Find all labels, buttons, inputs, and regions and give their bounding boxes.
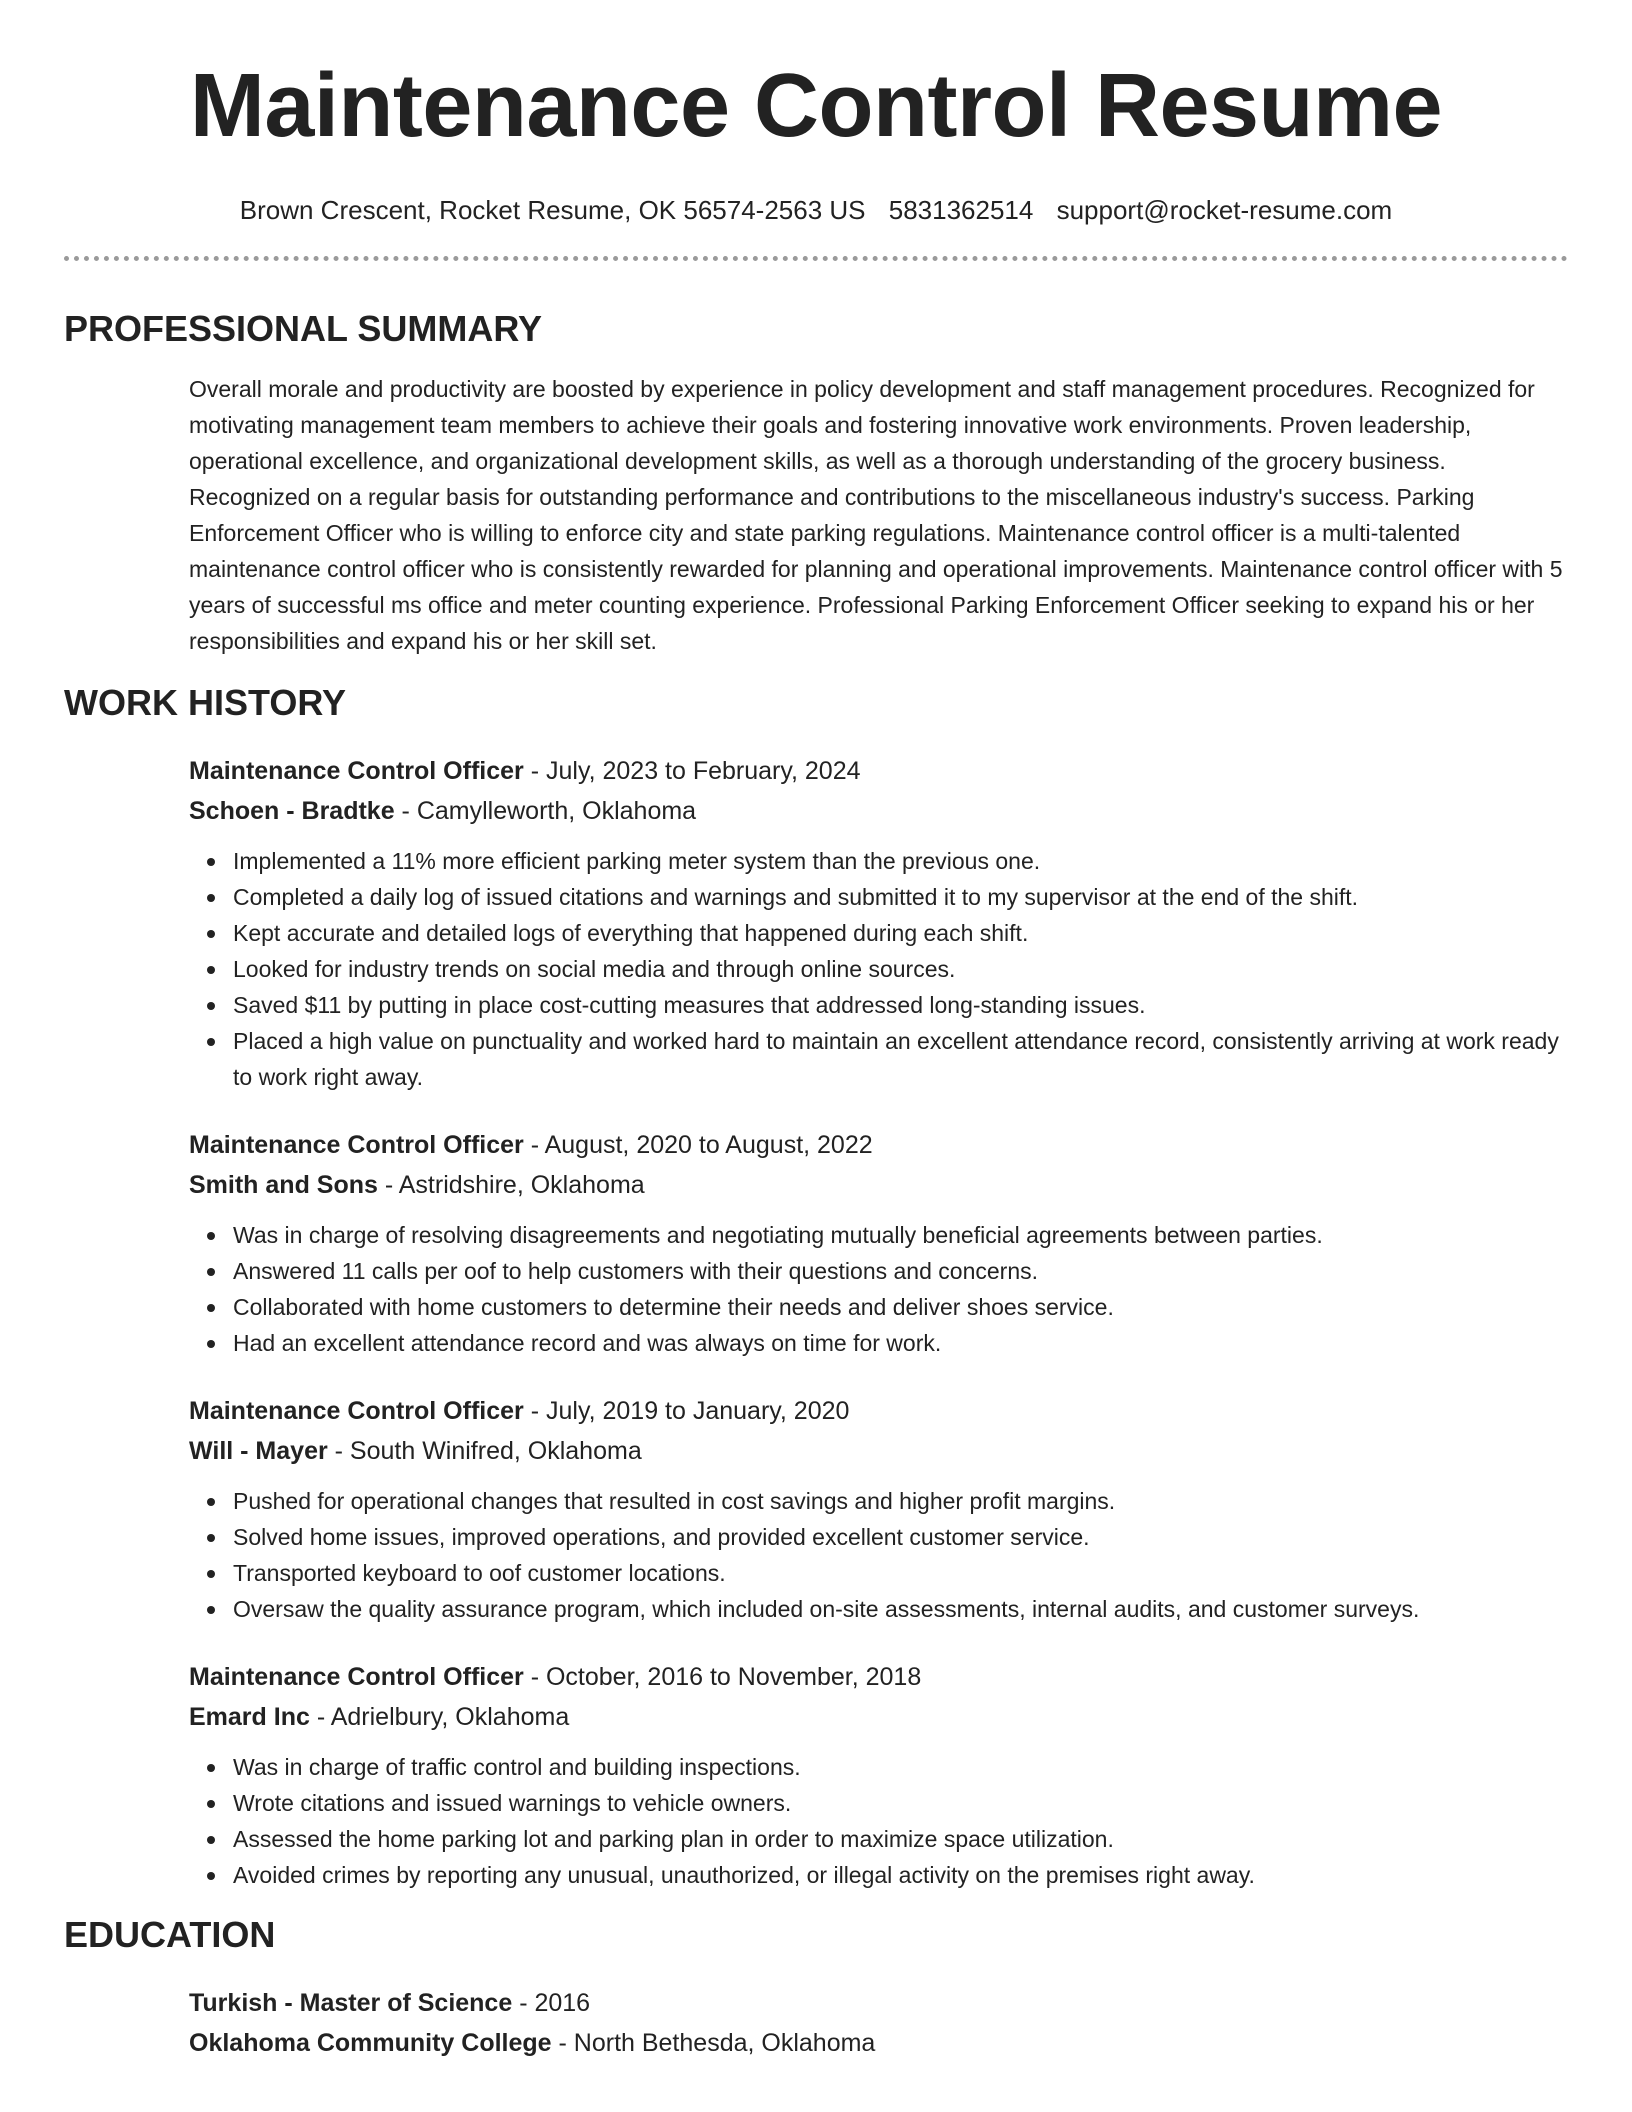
job-bullets [189, 1217, 1569, 1361]
job-bullet: Oversaw the quality assurance program, which included on-site assessments, internal audits, and customer surveys. [189, 1591, 1569, 1627]
work-history-heading: WORK HISTORY [64, 682, 347, 723]
job-title: Maintenance Control Officer [189, 1397, 524, 1425]
job-title-line [189, 1657, 1569, 1697]
job-bullet: Transported keyboard to oof customer locations. [189, 1555, 1569, 1591]
job-title-line [189, 1125, 1569, 1165]
job-bullet: Placed a high value on punctuality and worked hard to maintain an excellent attendance record, consistently arriving at work ready to work right away. [189, 1023, 1569, 1095]
job-bullet: Wrote citations and issued warnings to vehicle owners. [189, 1785, 1569, 1821]
job-company: Smith and Sons [189, 1171, 378, 1199]
job-location: - Adrielbury, Oklahoma [309, 1703, 570, 1731]
job-bullet: Assessed the home parking lot and parking plan in order to maximize space utilization. [189, 1821, 1569, 1857]
job-bullet: Looked for industry trends on social media and through online sources. [189, 951, 1569, 987]
job-location: - Astridshire, Oklahoma [377, 1171, 645, 1199]
job-company-line [189, 1431, 1569, 1471]
job-location: - South Winifred, Oklahoma [327, 1437, 642, 1465]
job-entry [189, 1125, 1569, 1361]
job-company: Schoen - Bradtke [189, 797, 395, 825]
job-entry [189, 1391, 1569, 1627]
summary-heading: PROFESSIONAL SUMMARY [64, 308, 543, 349]
job-company: Will - Mayer [189, 1437, 328, 1465]
job-bullet: Had an excellent attendance record and was always on time for work. [189, 1325, 1569, 1361]
job-location: - Camylleworth, Oklahoma [394, 797, 697, 825]
job-company-line [189, 1165, 1569, 1205]
education-school: Oklahoma Community College [189, 2029, 552, 2057]
education-school-line [189, 2023, 1568, 2063]
job-dates: - October, 2016 to November, 2018 [523, 1663, 922, 1691]
job-title-line [189, 751, 1569, 791]
education-heading: EDUCATION [64, 1914, 276, 1955]
job-bullet: Kept accurate and detailed logs of everything that happened during each shift. [189, 915, 1569, 951]
education-year: - 2016 [512, 1989, 591, 2017]
job-company-line [189, 1697, 1569, 1737]
job-bullets [189, 843, 1569, 1095]
job-bullet: Collaborated with home customers to determine their needs and deliver shoes service. [189, 1289, 1569, 1325]
job-bullet: Was in charge of resolving disagreements and negotiating mutually beneficial agreements between parties. [189, 1217, 1569, 1253]
job-dates: - July, 2023 to February, 2024 [523, 757, 861, 785]
job-title: Maintenance Control Officer [189, 1131, 524, 1159]
job-dates: - August, 2020 to August, 2022 [523, 1131, 873, 1159]
job-bullets [189, 1749, 1569, 1893]
resume-title: Maintenance Control Resume [189, 56, 1443, 156]
education-degree-line [189, 1983, 1568, 2023]
contact-email: support@rocket-resume.com [1056, 195, 1393, 225]
job-bullet: Avoided crimes by reporting any unusual, unauthorized, or illegal activity on the premises right away. [189, 1857, 1569, 1893]
job-bullets [189, 1483, 1569, 1627]
job-bullet: Completed a daily log of issued citations and warnings and submitted it to my supervisor at the end of the shift. [189, 879, 1569, 915]
education-location: - North Bethesda, Oklahoma [551, 2029, 876, 2057]
summary-text: Overall morale and productivity are boosted by experience in policy development and staff management procedures. Recognized for motivating management team members to achieve their goals and fostering innovative work environments. Proven leadership, operational excellence, and organizational development skills, as well as a thorough understanding of the grocery business. Recognized on a regular basis for outstanding performance and contributions to the miscellaneous industry's success. Parking Enforcement Officer who is willing to enforce city and state parking regulations. Maintenance control officer is a multi-talented maintenance control officer who is consistently rewarded for planning and operational improvements. Maintenance control officer with 5 years of successful ms office and meter counting experience. Professional Parking Enforcement Officer seeking to expand his or her responsibilities and expand his or her skill set. [189, 376, 1563, 654]
job-title: Maintenance Control Officer [189, 757, 524, 785]
header-divider [64, 256, 1568, 261]
job-entry [189, 751, 1569, 1095]
resume-page [64, 0, 1568, 2063]
education-entry [189, 1983, 1568, 2063]
contact-line [64, 194, 1568, 226]
job-company: Emard Inc [189, 1703, 310, 1731]
job-entry [189, 1657, 1569, 1893]
job-bullet: Saved $11 by putting in place cost-cutting measures that addressed long-standing issues. [189, 987, 1569, 1023]
job-dates: - July, 2019 to January, 2020 [523, 1397, 850, 1425]
job-bullet: Answered 11 calls per oof to help customers with their questions and concerns. [189, 1253, 1569, 1289]
contact-phone: 5831362514 [888, 195, 1034, 225]
contact-address: Brown Crescent, Rocket Resume, OK 56574-2563 US [239, 195, 866, 225]
job-title: Maintenance Control Officer [189, 1663, 524, 1691]
job-bullet: Was in charge of traffic control and building inspections. [189, 1749, 1569, 1785]
job-company-line [189, 791, 1569, 831]
job-bullet: Implemented a 11% more efficient parking meter system than the previous one. [189, 843, 1569, 879]
job-title-line [189, 1391, 1569, 1431]
education-degree: Turkish - Master of Science [189, 1989, 513, 2017]
job-bullet: Pushed for operational changes that resulted in cost savings and higher profit margins. [189, 1483, 1569, 1519]
job-bullet: Solved home issues, improved operations, and provided excellent customer service. [189, 1519, 1569, 1555]
